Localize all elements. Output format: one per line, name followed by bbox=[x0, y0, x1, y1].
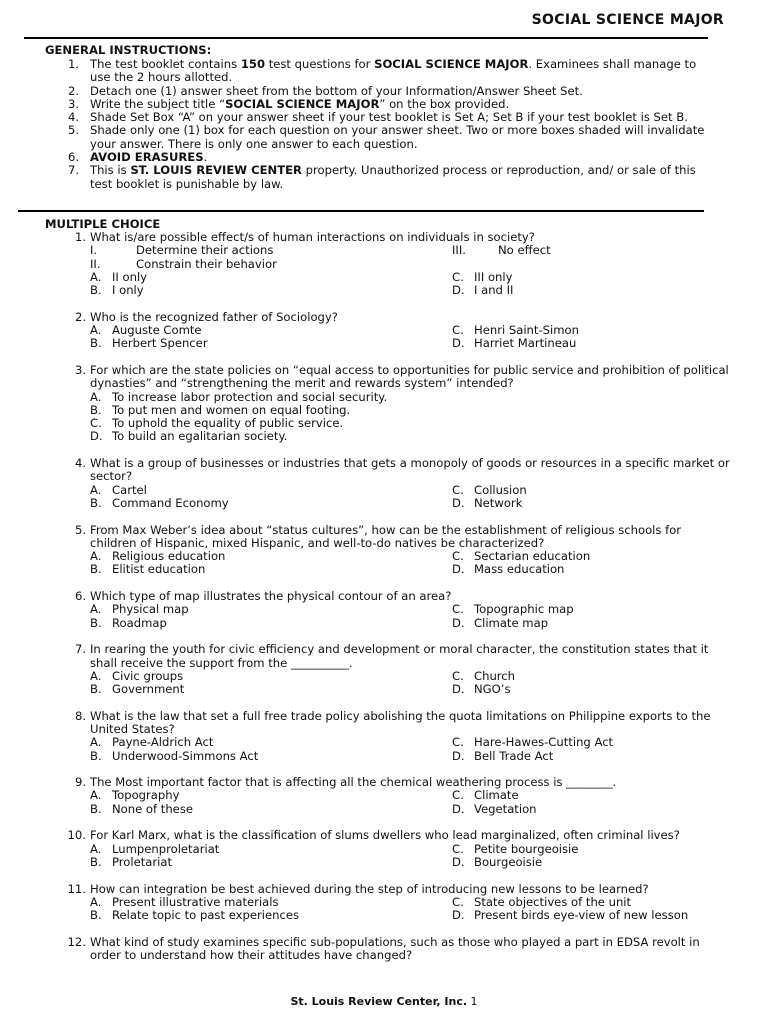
instruction-number: 5. bbox=[68, 123, 80, 138]
question-number: 10. bbox=[67, 828, 86, 843]
instruction-text: Write the subject title “ bbox=[90, 96, 226, 111]
option-a: A. Religious education bbox=[90, 549, 226, 564]
question-number: 8. bbox=[74, 708, 86, 723]
page-title: SOCIAL SCIENCE MAJOR bbox=[531, 12, 724, 28]
question-number: 6. bbox=[74, 589, 86, 604]
subject-name: SOCIAL SCIENCE MAJOR bbox=[374, 57, 529, 71]
option-c: C. State objectives of the unit bbox=[452, 894, 632, 909]
option-a: A. Present illustrative materials bbox=[90, 894, 279, 909]
option-a: A. II only bbox=[90, 269, 148, 284]
option-a: A. To increase labor protection and social security. bbox=[90, 389, 388, 404]
roman-numeral: II. bbox=[90, 256, 101, 271]
question-number: 7. bbox=[74, 642, 86, 657]
instruction-text: test questions for bbox=[265, 57, 375, 71]
option-c: C. To uphold the equality of public service. bbox=[90, 416, 344, 431]
roman-text: Determine their actions bbox=[136, 243, 274, 258]
option-a: A. Payne-Aldrich Act bbox=[90, 735, 214, 750]
option-c: C. Henri Saint-Simon bbox=[452, 323, 579, 338]
multiple-choice-heading: MULTIPLE CHOICE bbox=[45, 217, 161, 231]
answer-options bbox=[90, 271, 730, 298]
section-divider bbox=[18, 210, 704, 212]
answer-options bbox=[90, 391, 730, 444]
instruction-number: 1. bbox=[68, 57, 80, 71]
option-a: A. Lumpenproletariat bbox=[90, 841, 220, 856]
option-d: D. Mass education bbox=[452, 562, 565, 577]
roman-item bbox=[90, 244, 452, 257]
instruction-number: 6. bbox=[68, 150, 80, 165]
option-a: A. Auguste Comte bbox=[90, 323, 202, 338]
question-text: For Karl Marx, what is the classification of slums dwellers who lead marginalized, often criminal lives? bbox=[90, 828, 680, 843]
question-item bbox=[60, 364, 730, 444]
question-text: For which are the state policies on “equal access to opportunities for public service and prohibition of political dynasties” and “strengthening the merit and rewards system” intended? bbox=[90, 362, 729, 391]
footer-org: St. Louis Review Center, Inc. bbox=[290, 995, 468, 1008]
question-text: What is the law that set a full free trade policy abolishing the quota limitations on Philippine exports to the United States? bbox=[90, 708, 711, 736]
question-item bbox=[60, 776, 730, 816]
option-c: C. Collusion bbox=[452, 482, 527, 497]
instruction-number: 2. bbox=[68, 83, 80, 98]
instruction-text: Shade only one (1) box for each question on your answer sheet. Two or more boxes shaded will invalidate your answer. There is only one answer to each question. bbox=[90, 123, 705, 151]
question-number: 12. bbox=[67, 934, 86, 949]
option-b: B. Herbert Spencer bbox=[90, 336, 208, 351]
roman-text: Constrain their behavior bbox=[136, 256, 277, 271]
instructions-list bbox=[60, 58, 720, 191]
option-c: C. Hare-Hawes-Cutting Act bbox=[452, 735, 614, 750]
option-a: A. Topography bbox=[90, 788, 180, 803]
question-text: The Most important factor that is affecting all the chemical weathering process is ________. bbox=[90, 775, 617, 790]
answer-options bbox=[90, 603, 730, 630]
header-divider bbox=[24, 37, 708, 39]
question-text: Who is the recognized father of Sociology? bbox=[90, 309, 338, 324]
question-list bbox=[60, 231, 730, 962]
question-number: 4. bbox=[74, 456, 86, 471]
option-a: A. Physical map bbox=[90, 602, 189, 617]
roman-item bbox=[452, 244, 730, 257]
option-b: B. Government bbox=[90, 682, 185, 697]
answer-options bbox=[90, 843, 730, 870]
general-instructions-heading: GENERAL INSTRUCTIONS: bbox=[45, 43, 212, 57]
subject-name: SOCIAL SCIENCE MAJOR bbox=[225, 96, 380, 111]
answer-options bbox=[90, 670, 730, 697]
question-item bbox=[60, 231, 730, 297]
option-d: D. To build an egalitarian society. bbox=[90, 429, 288, 444]
answer-options bbox=[90, 484, 730, 511]
option-b: B. Roadmap bbox=[90, 615, 167, 630]
instruction-item bbox=[60, 164, 720, 191]
instruction-text: . Examinees shall manage to use the 2 hours allotted. bbox=[90, 57, 697, 85]
question-item bbox=[60, 829, 730, 869]
option-b: B. None of these bbox=[90, 801, 193, 816]
answer-options bbox=[90, 736, 730, 763]
question-number: 9. bbox=[74, 775, 86, 790]
option-b: B. Elitist education bbox=[90, 562, 206, 577]
instruction-item bbox=[60, 85, 720, 98]
option-c: C. Topographic map bbox=[452, 602, 574, 617]
option-d: D. Bourgeoisie bbox=[452, 854, 543, 869]
question-item bbox=[60, 936, 730, 963]
option-c: C. Church bbox=[452, 668, 516, 683]
question-number: 11. bbox=[67, 881, 86, 896]
question-item bbox=[60, 311, 730, 351]
option-b: B. Relate topic to past experiences bbox=[90, 908, 299, 923]
instruction-number: 4. bbox=[68, 110, 80, 125]
option-b: B. Command Economy bbox=[90, 495, 229, 510]
instruction-item bbox=[60, 111, 720, 124]
option-a: A. Civic groups bbox=[90, 668, 184, 683]
answer-options bbox=[90, 789, 730, 816]
instruction-text: This is bbox=[90, 163, 131, 178]
option-b: B. To put men and women on equal footing. bbox=[90, 402, 351, 417]
option-d: D. Present birds eye-view of new lesson bbox=[452, 908, 689, 923]
instruction-text: Shade Set Box “A” on your answer sheet if your test booklet is Set A; Set B if your test booklet is Set B. bbox=[90, 110, 688, 125]
roman-item bbox=[90, 258, 452, 271]
instruction-item bbox=[60, 58, 720, 85]
roman-numeral: I. bbox=[90, 243, 98, 258]
option-c: C. Petite bourgeoisie bbox=[452, 841, 579, 856]
option-d: D. Network bbox=[452, 495, 523, 510]
question-text: In rearing the youth for civic efficiency and development or moral character, the constitution states that it shall receive the support from the __________. bbox=[90, 642, 709, 670]
option-b: B. Proletariat bbox=[90, 854, 173, 869]
instruction-text: . bbox=[203, 150, 208, 165]
answer-options bbox=[90, 896, 730, 923]
question-number: 3. bbox=[74, 362, 86, 377]
question-text: How can integration be best achieved during the step of introducing new lessons to be learned? bbox=[90, 881, 649, 896]
roman-numeral: III. bbox=[452, 243, 466, 258]
question-text: What is/are possible effect/s of human interactions on individuals in society? bbox=[90, 230, 535, 244]
option-c: C. Sectarian education bbox=[452, 549, 591, 564]
option-a: A. Cartel bbox=[90, 482, 147, 497]
option-d: D. Harriet Martineau bbox=[452, 336, 577, 351]
question-text: From Max Weber’s idea about “status cultures”, how can be the establishment of religious schools for children of Hispanic, mixed Hispanic, and well-to-do natives be characterized? bbox=[90, 522, 682, 550]
question-item bbox=[60, 457, 730, 510]
instruction-number: 7. bbox=[68, 163, 80, 178]
question-text: What kind of study examines specific sub-populations, such as those who played a part in EDSA revolt in order to understand how their attitudes have changed? bbox=[90, 934, 700, 963]
option-d: D. NGO’s bbox=[452, 682, 511, 697]
option-c: C. III only bbox=[452, 269, 513, 284]
question-text: Which type of map illustrates the physical contour of an area? bbox=[90, 589, 452, 604]
answer-options bbox=[90, 324, 730, 351]
option-d: D. Bell Trade Act bbox=[452, 748, 554, 763]
instruction-text: ” on the box provided. bbox=[379, 96, 510, 111]
instruction-text: property. Unauthorized process or reproduction, and/ or sale of this test booklet is punishable by law. bbox=[90, 163, 696, 191]
center-name: ST. LOUIS REVIEW CENTER bbox=[130, 163, 302, 178]
page-footer bbox=[0, 995, 768, 1008]
roman-text: No effect bbox=[498, 243, 551, 258]
question-count: 150 bbox=[240, 57, 266, 71]
question-item bbox=[60, 883, 730, 923]
option-d: D. Vegetation bbox=[452, 801, 537, 816]
option-d: D. Climate map bbox=[452, 615, 549, 630]
page-number: 1 bbox=[470, 995, 478, 1008]
option-d: D. I and II bbox=[452, 283, 514, 298]
question-item bbox=[60, 590, 730, 630]
roman-statements bbox=[90, 244, 730, 271]
question-text: What is a group of businesses or industries that gets a monopoly of goods or resources in a specific market or sector? bbox=[90, 456, 730, 484]
instruction-text: The test booklet contains bbox=[90, 57, 241, 71]
answer-options bbox=[90, 550, 730, 577]
instruction-item bbox=[60, 124, 720, 151]
question-item bbox=[60, 710, 730, 763]
instruction-item bbox=[60, 98, 720, 111]
question-number: 2. bbox=[74, 309, 86, 324]
question-item bbox=[60, 524, 730, 577]
avoid-erasures: AVOID ERASURES bbox=[90, 150, 204, 165]
instruction-text: Detach one (1) answer sheet from the bottom of your Information/Answer Sheet Set. bbox=[90, 83, 583, 98]
question-item bbox=[60, 643, 730, 696]
instruction-number: 3. bbox=[68, 96, 80, 111]
option-b: B. Underwood-Simmons Act bbox=[90, 748, 259, 763]
instruction-item bbox=[60, 151, 720, 164]
question-number: 5. bbox=[74, 522, 86, 537]
option-c: C. Climate bbox=[452, 788, 519, 803]
question-number: 1. bbox=[74, 230, 86, 244]
option-b: B. I only bbox=[90, 283, 144, 298]
